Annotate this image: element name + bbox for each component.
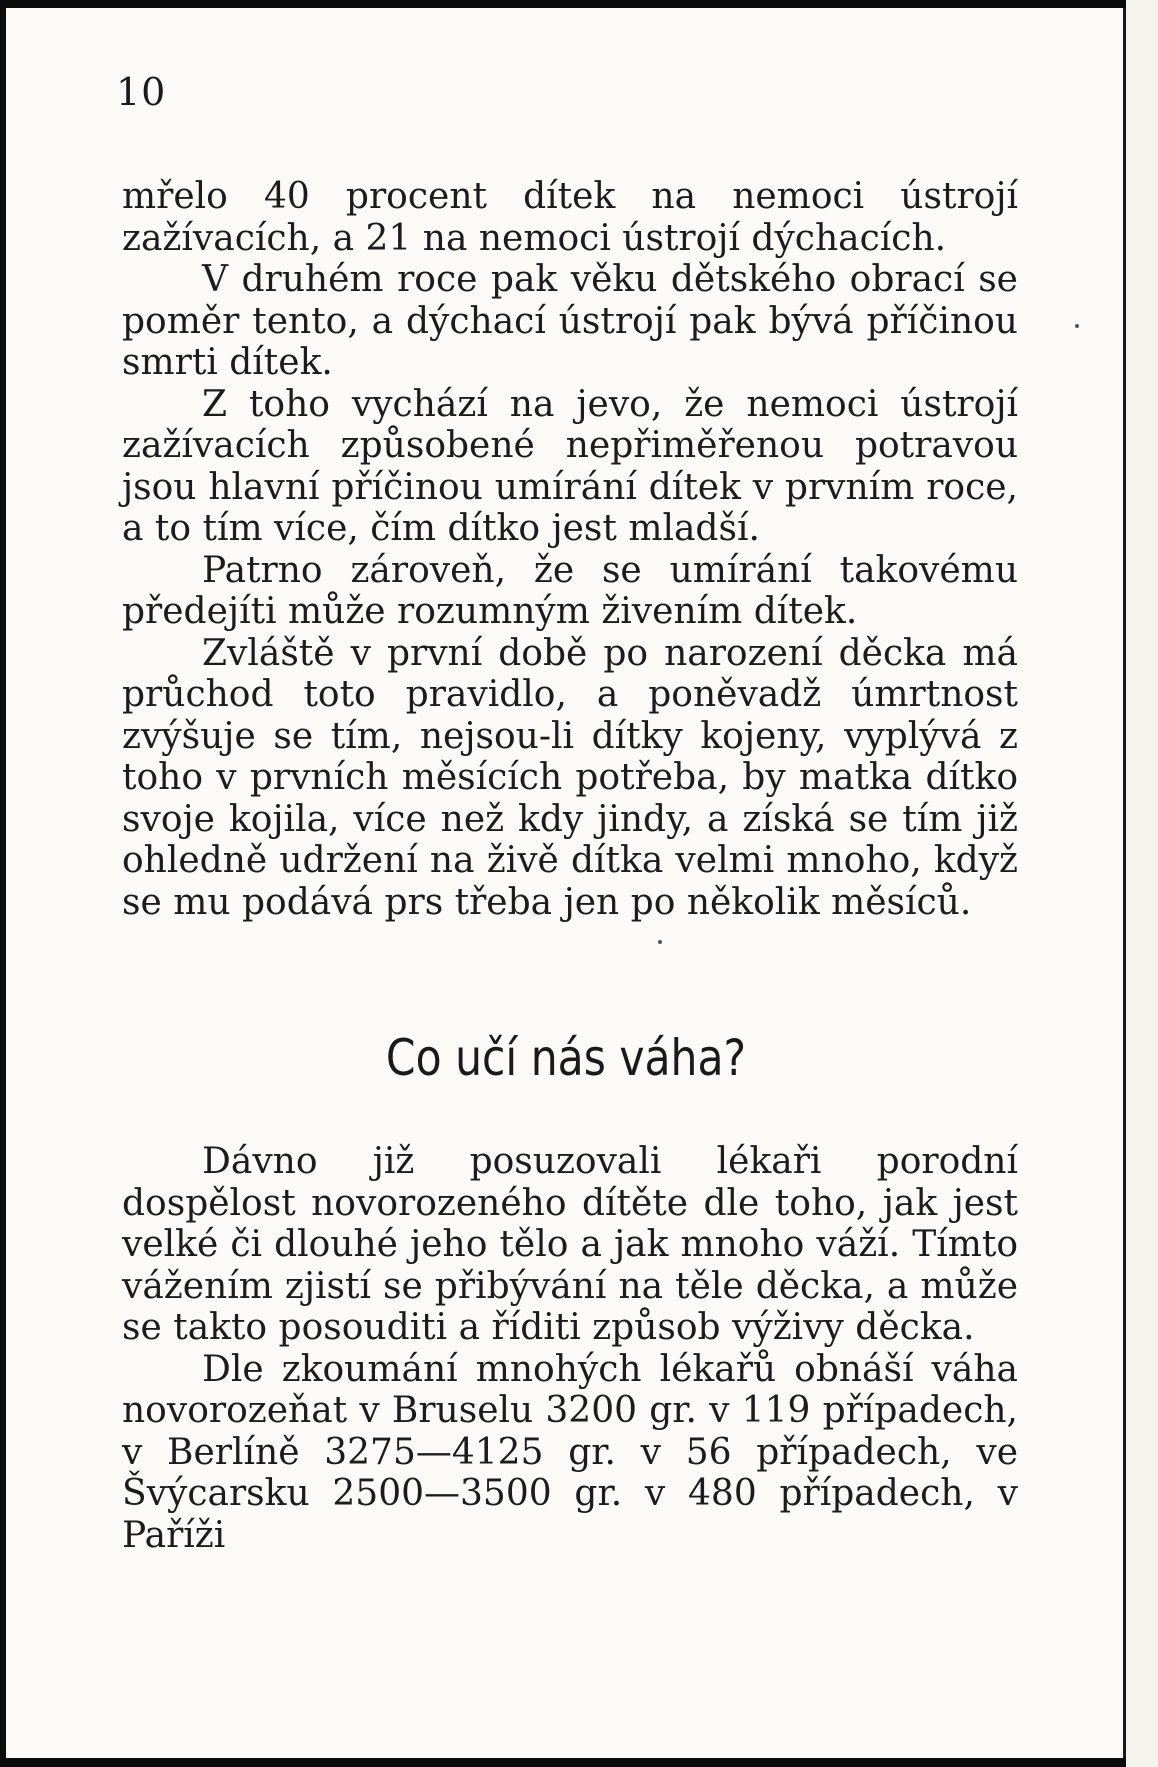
paragraph: Z toho vychází na jevo, že nemoci ústrojí zažívacích způsobené nepřiměřenou potravou jsou hlavní příčinou umírání dítek v prvním roce, a to tím více, čím dítko jest mladší. (122, 383, 1018, 549)
paragraph: Dle zkoumání mnohých lékařů obnáší váha novorozeňat v Bruselu 3200 gr. v 119 případech, v Berlíně 3275—4125 gr. v 56 případech, ve Švýcarsku 2500—3500 gr. v 480 případech, v Paříži (122, 1348, 1018, 1556)
paragraph: Zvláště v první době po narození děcka má průchod toto pravidlo, a poněvadž úmrtnost zvýšuje se tím, nejsou-li dítky kojeny, vyplývá z toho v prvních měsících potřeba, by matka dítko svoje kojila, více než kdy jindy, a získá se tím již ohledně udržení na živě dítka velmi mnoho, když se mu podává prs třeba jen po několik měsíců. (122, 632, 1018, 923)
section-heading: Co učí nás váha? (385, 1029, 747, 1087)
page-number: 10 (116, 70, 167, 114)
paragraph: Patrno zároveň, že se umírání takovému předejíti může rozumným živením dítek. (122, 549, 1018, 632)
section-body-one (122, 176, 1018, 923)
book-page (6, 8, 1126, 1758)
section-body-two (122, 1141, 1018, 1556)
scan-edge (1126, 0, 1158, 1767)
paper-speck (1075, 324, 1079, 328)
paragraph: V druhém roce pak věku dětského obrací se poměr tento, a dýchací ústrojí pak bývá příčinou smrti dítek. (122, 259, 1018, 383)
paragraph: Dávno již posuzovali lékaři porodní dospělost novorozeného dítěte dle toho, jak jest velké či dlouhé jeho tělo a jak mnoho váží. Tímto vážením zjistí se přibývání na těle děcka, a může se takto posouditi a říditi způsob výživy děcka. (122, 1141, 1018, 1348)
paragraph: mřelo 40 procent dítek na nemoci ústrojí zažívacích, a 21 na nemoci ústrojí dýchacích. (122, 176, 1018, 259)
paper-speck (658, 940, 662, 944)
